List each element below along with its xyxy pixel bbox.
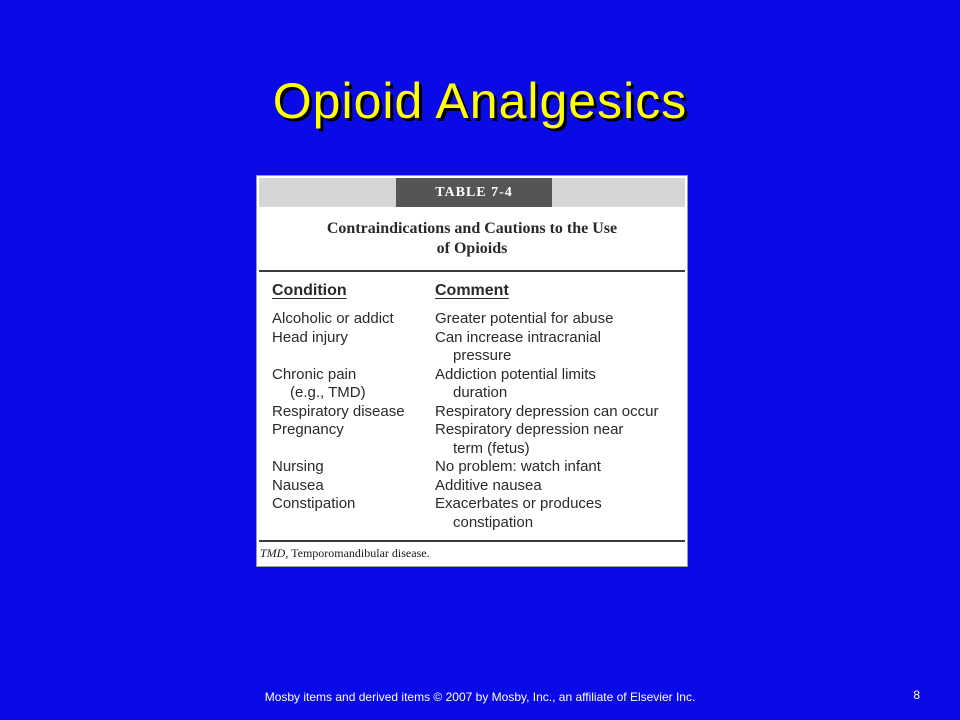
comment-line: Respiratory depression near: [435, 421, 624, 438]
condition-cell: [272, 366, 366, 403]
table-top-rule: [259, 270, 685, 272]
footnote-text: Temporomandibular disease.: [288, 546, 430, 560]
condition-line: Alcoholic or addict: [272, 310, 394, 327]
comment-cell: [435, 310, 613, 329]
condition-cell: [272, 477, 324, 496]
condition-cell: [272, 329, 348, 348]
slide-title: Opioid Analgesics: [272, 73, 688, 129]
comment-cell: [435, 477, 542, 496]
comment-line: No problem: watch infant: [435, 458, 601, 475]
table-title-line1: Contraindications and Cautions to the Use: [326, 220, 618, 237]
comment-line: constipation: [453, 513, 534, 531]
comment-cell: [435, 366, 596, 403]
condition-line: Pregnancy: [272, 421, 344, 438]
footnote-abbreviation: TMD,: [260, 546, 289, 560]
comment-cell: [435, 495, 602, 532]
table-bottom-rule: [259, 540, 685, 542]
column-header-comment: Comment: [435, 282, 509, 299]
comment-line: pressure: [453, 347, 512, 364]
condition-line: Nausea: [272, 476, 324, 494]
comment-line: Addiction potential limits: [435, 365, 596, 383]
comment-line: Can increase intracranial: [435, 328, 601, 346]
condition-line: Respiratory disease: [272, 402, 405, 420]
comment-line: Additive nausea: [435, 476, 542, 494]
table-row: [257, 458, 687, 477]
comment-cell: [435, 403, 658, 422]
table-row: [257, 421, 687, 458]
footer-credit: Mosby items and derived items © 2007 by Mosby, Inc., an affiliate of Elsevier Inc.: [264, 690, 696, 704]
condition-line: Nursing: [272, 458, 324, 475]
condition-cell: [272, 403, 405, 422]
table-row: [257, 495, 687, 532]
column-header-condition: Condition: [272, 282, 347, 299]
comment-line: Exacerbates or produces: [435, 495, 602, 512]
comment-cell: [435, 329, 601, 366]
comment-cell: [435, 421, 623, 458]
table-label: TABLE 7-4: [396, 178, 552, 207]
condition-line: Chronic pain: [272, 365, 357, 383]
table-row: [257, 477, 687, 496]
table-label-band: [259, 178, 685, 207]
page-number: 8: [913, 688, 920, 702]
condition-line: Head injury: [272, 328, 348, 346]
condition-cell: [272, 495, 355, 514]
table-row: [257, 310, 687, 329]
table-row: [257, 403, 687, 422]
table-row: [257, 366, 687, 403]
table-title-line2: of Opioids: [436, 240, 508, 257]
condition-line: (e.g., TMD): [290, 384, 366, 401]
condition-cell: [272, 421, 344, 440]
condition-line: Constipation: [272, 495, 356, 512]
condition-cell: [272, 310, 394, 329]
comment-line: Greater potential for abuse: [435, 310, 614, 327]
comment-line: Respiratory depression can occur: [435, 402, 659, 420]
comment-line: duration: [453, 384, 508, 401]
table-footnote: [260, 546, 430, 561]
comment-cell: [435, 458, 601, 477]
comment-line: term (fetus): [453, 439, 530, 457]
table-row: [257, 329, 687, 366]
table-figure: [256, 175, 688, 567]
table-title: [257, 219, 687, 259]
condition-cell: [272, 458, 324, 477]
